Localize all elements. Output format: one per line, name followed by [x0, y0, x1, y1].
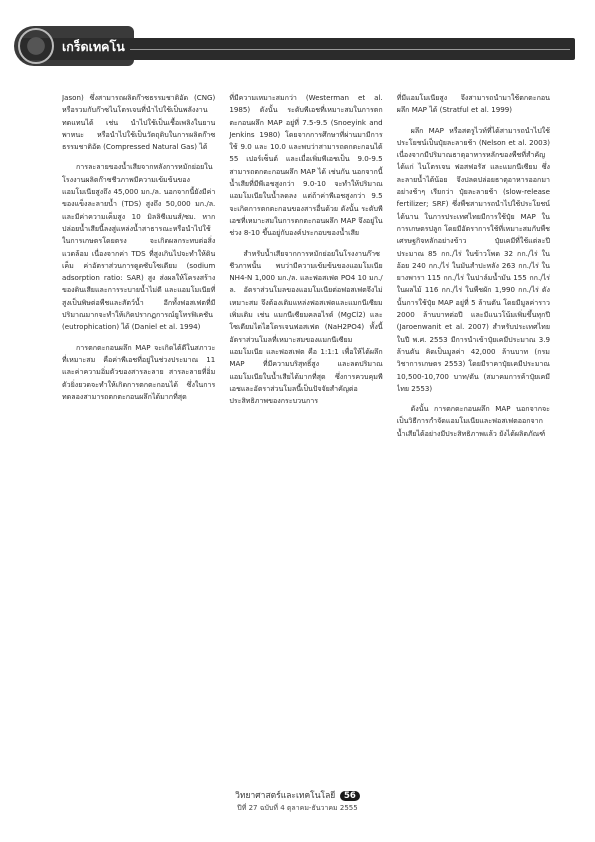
column-1	[62, 92, 215, 732]
paragraph: การละลายของน้ำเสียจากหลังการหมักย่อยในโรงงานผลิตก๊าซชีวภาพมีความเข้มข้นของแอมโมเนียสูงถึง 45,000 มก./ล. นอกจากนี้ยังมีค่าของแข็งละลายน้ำ (TDS) สูงถึง 50,000 มก./ล. และมีค่าความเค็มสูง 10 มิลลิซีเมนส์/ซม. หากปล่อยน้ำเสียนี้ลงสู่แหล่งน้ำสาธารณะหรือนำไปใช้ในการเกษตรโดยตรง จะเกิดผลกระทบต่อสิ่งแวดล้อม เนื่องจากค่า TDS ที่สูงเกินไปจะทำให้ดินเค็ม ค่าอัตราส่วนการดูดซับโซเดียม (sodium adsorption ratio: SAR) สูง ส่งผลให้โครงสร้างของดินเสียและการระบายน้ำไม่ดี และแอมโมเนียที่สูงเป็นพิษต่อพืชและสัตว์น้ำ อีกทั้งฟอสเฟตที่มีปริมาณมากจะทำให้เกิดปรากฏการณ์ยูโทรฟิเคชัน (eutrophication) ได้ (Daniel et al. 1994)	[62, 162, 216, 332]
paragraph: สำหรับน้ำเสียจากการหมักย่อยในโรงงานก๊าซชีวภาพนั้น พบว่ามีความเข้มข้นของแอมโมเนีย NH4-N 1,000 มก./ล. และฟอสเฟต PO4 10 มก./ล. อัตราส่วนโมลของแอมโมเนียต่อฟอสเฟตจึงไม่เหมาะสม จึงต้องเติมแหล่งฟอสเฟตและแมกนีเซียมเพิ่มเติม เช่น แมกนีเซียมคลอไรด์ (MgCl2) และโซเดียมไดไฮโดรเจนฟอสเฟต (NaH2PO4) ทั้งนี้อัตราส่วนโมลที่เหมาะสมของแมกนีเซียม แอมโมเนีย และฟอสเฟต คือ 1:1:1 เพื่อให้ได้ผลึก MAP ที่มีความบริสุทธิ์สูง และลดปริมาณแอมโมเนียในน้ำเสียได้มากที่สุด ซึ่งการควบคุมพีเอชและอัตราส่วนโมลนี้เป็นปัจจัยสำคัญต่อประสิทธิภาพของกระบวนการ	[229, 248, 383, 406]
journal-name: วิทยาศาสตร์และเทคโนโลยี	[235, 791, 336, 801]
paragraph: ผลึก MAP หรือสตรูไวท์ที่ได้สามารถนำไปใช้ประโยชน์เป็นปุ๋ยละลายช้า (Nelson et al. 2003) เนื่องจากมีปริมาณธาตุอาหารหลักของพืชที่สำคัญ ได้แก่ ไนโตรเจน ฟอสฟอรัส และแมกนีเซียม ซึ่งละลายน้ำได้น้อย จึงปลดปล่อยธาตุอาหารออกมาอย่างช้าๆ เรียกว่า ปุ๋ยละลายช้า (slow-release fertilizer; SRF) ซึ่งพืชสามารถนำไปใช้ประโยชน์ได้นาน ในการประเทศไทยมีการใช้ปุ๋ย MAP ในการเกษตรปลูก โดยมีอัตราการใช้ที่เหมาะสมกับพืชเศรษฐกิจหลักอย่างข้าว ปุ๋ยเคมีที่ใช้แต่ละปีประมาณ 85 กก./ไร่ ในข้าวโพด 32 กก./ไร่ ในอ้อย 240 กก./ไร่ ในมันสำปะหลัง 263 กก./ไร่ ในยางพารา 115 กก./ไร่ ในปาล์มน้ำมัน 155 กก./ไร่ ในผลไม้ 116 กก./ไร่ ในพืชผัก 1,990 กก./ไร่ ดังนั้นการใช้ปุ๋ย MAP อยู่ที่ 5 ล้านตัน โดยมีมูลค่าราว 2000 ล้านบาทต่อปี และมีแนวโน้มเพิ่มขึ้นทุกปี (Jaroenwanit et al. 2007) สำหรับประเทศไทยในปี พ.ศ. 2553 มีการนำเข้าปุ๋ยเคมีประมาณ 3.9 ล้านตัน คิดเป็นมูลค่า 42,000 ล้านบาท (กรมวิชาการเกษตร 2553) โดยมีราคาปุ๋ยเคมีประมาณ 10,500-10,700 บาท/ตัน (สมาคมการค้าปุ๋ยเคมีไทย 2553)	[396, 125, 550, 393]
paragraph: ที่มีแอมโมเนียสูง จึงสามารถนำมาใช้ตกตะกอนผลึก MAP ได้ (Stratful et al. 1999)	[396, 93, 550, 115]
article-columns	[62, 92, 550, 732]
paragraph: Jason) ซึ่งสามารถผลิตก๊าซธรรมชาติอัด (CNG) หรือรวมกับก๊าซไนโตรเจนที่นำไปใช้เป็นพลังงานทดแทนได้ เช่น นำไปใช้เป็นเชื้อเพลิงในยานพาหนะ หรือนำไปใช้เป็นวัตถุดิบในการผลิตก๊าซธรรมชาติอัด (Compressed Natural Gas) ได้	[62, 93, 216, 152]
page-number: 56	[340, 791, 360, 801]
paragraph: ดังนั้น การตกตะกอนผลึก MAP นอกจากจะเป็นวิธีการกำจัดแอมโมเนียและฟอสเฟตออกจากน้ำเสียได้อย่างมีประสิทธิภาพแล้ว ยังได้ผลิตภัณฑ์	[396, 404, 550, 438]
footer-issue: ปีที่ 27 ฉบับที่ 4 ตุลาคม-ธันวาคม 2555	[237, 804, 358, 812]
section-emblem-icon	[18, 28, 54, 64]
header-divider	[130, 49, 570, 50]
footer-journal	[0, 788, 595, 802]
section-title: เกร็ดเทคโน	[62, 39, 125, 54]
paragraph: ที่มีความเหมาะสมกว่า (Westerman et al. 1985) ดังนั้น ระดับพีเอชที่เหมาะสมในการตกตะกอนผลึก MAP อยู่ที่ 7.5-9.5 (Snoeyink and Jenkins 1980) โดยจากการศึกษาที่ผ่านมามีการใช้ 9.0 และ 10.0 และพบว่าสามารถตกตะกอนได้ 55 เปอร์เซ็นต์ และเมื่อเพิ่มพีเอชเป็น 9.0-9.5 สามารถตกตะกอนผลึก MAP ได้ เช่นกัน นอกจากนี้ น้ำเสียที่มีพีเอชสูงกว่า 9.0-10 จะทำให้ปริมาณแอมโมเนียในน้ำลดลง แต่ถ้าค่าพีเอชสูงกว่า 9.5 จะเกิดการตกตะกอนของสารอื่นด้วย ดังนั้น ระดับพีเอชที่เหมาะสมในการตกตะกอนผลึก MAP จึงอยู่ในช่วง 8-10 ขึ้นอยู่กับองค์ประกอบของน้ำเสีย	[229, 93, 383, 238]
paragraph: การตกตะกอนผลึก MAP จะเกิดได้ดีในสภาวะที่เหมาะสม คือค่าพีเอชที่อยู่ในช่วงประมาณ 11 และค่าความอิ่มตัวของสารละลาย สารละลายที่อิ่มตัวยิ่งยวดจะทำให้เกิดการตกตะกอนได้ ซึ่งในการทดลองสามารถตกตะกอนผลึกได้มากที่สุด	[62, 342, 216, 401]
column-3	[397, 92, 550, 732]
column-2	[229, 92, 382, 732]
